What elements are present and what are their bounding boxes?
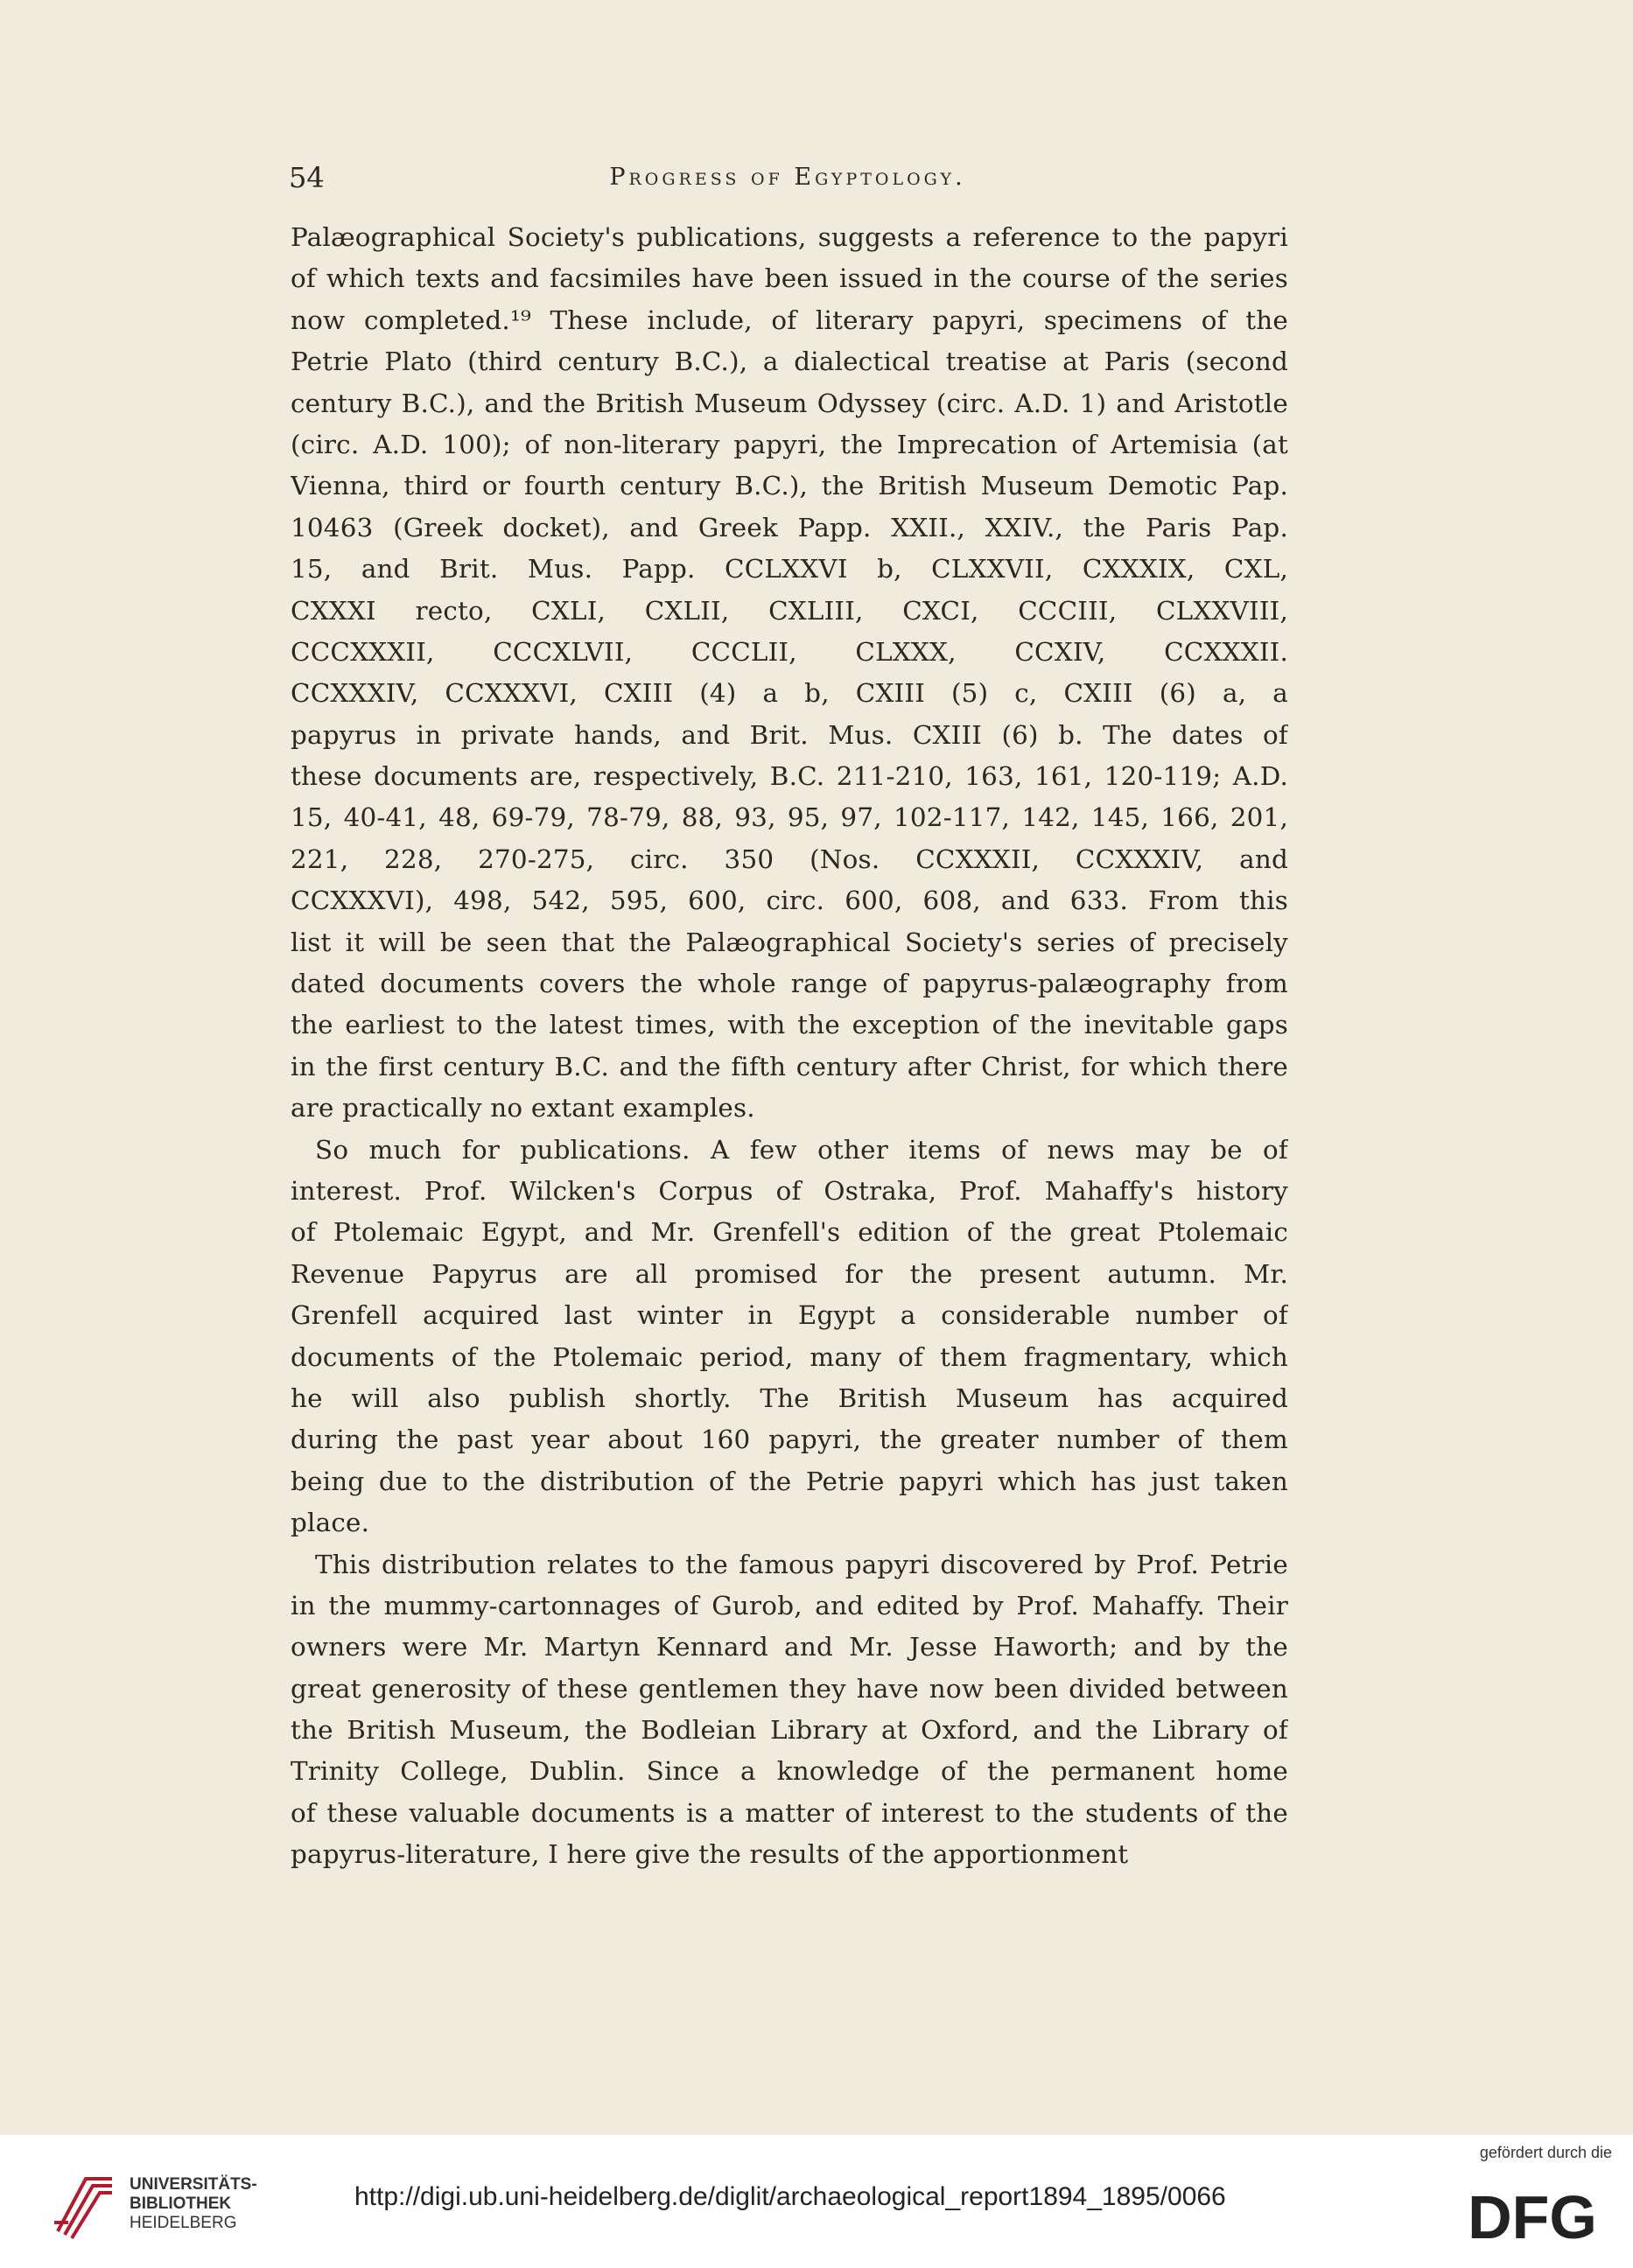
text-line: in the mummy-cartonnages of Gurob, and edited by Prof. Mahaffy. Their bbox=[291, 1590, 1288, 1620]
text-line: of these valuable documents is a matter of interest to the students of the bbox=[291, 1797, 1288, 1828]
library-name-line2: BIBLIOTHEK bbox=[130, 2194, 232, 2213]
text-line: 15, and Brit. Mus. Papp. CCLXXVI b, CLXXVII, CXXXIX, CXL, bbox=[291, 554, 1288, 584]
library-name bbox=[130, 2175, 257, 2233]
text-line: 221, 228, 270-275, circ. 350 (Nos. CCXXXII, CCXXXIV, and bbox=[291, 844, 1288, 874]
body-text bbox=[291, 217, 1288, 1876]
text-line: CXXXI recto, CXLI, CXLII, CXLIII, CXCI, CCCIII, CLXXVIII, bbox=[291, 595, 1288, 626]
funder-label: gefördert durch die bbox=[1479, 2144, 1612, 2161]
text-line: 10463 (Greek docket), and Greek Papp. XXII., XXIV., the Paris Pap. bbox=[291, 512, 1288, 542]
text-line: during the past year about 160 papyri, the greater number of them bbox=[291, 1424, 1288, 1455]
text-line: century B.C.), and the British Museum Odyssey (circ. A.D. 1) and Aristotle bbox=[291, 388, 1288, 418]
text-line: Palæographical Society's publications, suggests a reference to the papyri bbox=[291, 222, 1288, 252]
permalink-url[interactable]: http://digi.ub.uni-heidelberg.de/diglit/archaeological_report1894_1895/0066 bbox=[354, 2182, 1226, 2211]
text-line: CCXXXVI), 498, 542, 595, 600, circ. 600, 608, and 633. From this bbox=[291, 886, 1288, 916]
text-line: now completed.¹⁹ These include, of literary papyri, specimens of the bbox=[291, 304, 1288, 335]
text-line: he will also publish shortly. The British Museum has acquired bbox=[291, 1382, 1288, 1413]
text-line: great generosity of these gentlemen they have now been divided between bbox=[291, 1673, 1288, 1704]
text-line: the earliest to the latest times, with the exception of the inevitable gaps bbox=[291, 1010, 1288, 1040]
text-line: interest. Prof. Wilcken's Corpus of Ostraka, Prof. Mahaffy's history bbox=[291, 1175, 1288, 1206]
text-line: list it will be seen that the Palæographical Society's series of precisely bbox=[291, 927, 1288, 957]
text-line: Petrie Plato (third century B.C.), a dialectical treatise at Paris (second bbox=[291, 346, 1288, 377]
text-line: So much for publications. A few other items of news may be of bbox=[315, 1134, 1288, 1165]
text-line: CCXXXIV, CCXXXVI, CXIII (4) a b, CXIII (5) c, CXIII (6) a, a bbox=[291, 678, 1288, 709]
text-line: dated documents covers the whole range of papyrus-palæography from bbox=[291, 969, 1288, 999]
text-line: in the first century B.C. and the fifth century after Christ, for which there bbox=[291, 1051, 1288, 1082]
page-header bbox=[289, 156, 1286, 200]
running-head: Progress of Egyptology. bbox=[609, 164, 966, 191]
library-logo-icon bbox=[51, 2170, 117, 2240]
text-line: papyrus in private hands, and Brit. Mus. CXIII (6) b. The dates of bbox=[291, 719, 1288, 750]
text-line: CCCXXXII, CCCXLVII, CCCLII, CLXXX, CCXIV, CCXXXII. bbox=[291, 636, 1288, 667]
text-line: This distribution relates to the famous papyri discovered by Prof. Petrie bbox=[315, 1549, 1288, 1579]
text-line: papyrus-literature, I here give the results of the apportionment bbox=[291, 1839, 1129, 1870]
text-line: Vienna, third or fourth century B.C.), the British Museum Demotic Pap. bbox=[291, 471, 1288, 501]
text-line: Revenue Papyrus are all promised for the present autumn. Mr. bbox=[291, 1258, 1288, 1289]
text-line: (circ. A.D. 100); of non-literary papyri, the Imprecation of Artemisia (at bbox=[291, 429, 1288, 459]
text-line: are practically no extant examples. bbox=[291, 1093, 755, 1124]
page-number: 54 bbox=[289, 161, 325, 194]
text-line: of which texts and facsimiles have been issued in the course of the series bbox=[291, 263, 1288, 294]
text-line: Grenfell acquired last winter in Egypt a considerable number of bbox=[291, 1300, 1288, 1331]
text-line: 15, 40-41, 48, 69-79, 78-79, 88, 93, 95, 97, 102-117, 142, 145, 166, 201, bbox=[291, 802, 1288, 833]
text-line: the British Museum, the Bodleian Library at Oxford, and the Library of bbox=[291, 1715, 1288, 1746]
text-line: these documents are, respectively, B.C. 211-210, 163, 161, 120-119; A.D. bbox=[291, 761, 1288, 792]
library-name-line3: HEIDELBERG bbox=[130, 2214, 237, 2232]
footer-bar bbox=[0, 2135, 1633, 2268]
text-line: being due to the distribution of the Petrie papyri which has just taken bbox=[291, 1466, 1288, 1496]
text-line: owners were Mr. Martyn Kennard and Mr. Jesse Haworth; and by the bbox=[291, 1632, 1288, 1662]
text-line: of Ptolemaic Egypt, and Mr. Grenfell's edition of the great Ptolemaic bbox=[291, 1217, 1288, 1248]
text-line: documents of the Ptolemaic period, many of them fragmentary, which bbox=[291, 1341, 1288, 1372]
dfg-logo[interactable] bbox=[1458, 2184, 1607, 2247]
text-line: Trinity College, Dublin. Since a knowledge of the permanent home bbox=[291, 1756, 1288, 1787]
dfg-logo-text: DFG bbox=[1468, 2184, 1597, 2247]
text-line: place. bbox=[291, 1508, 370, 1538]
library-name-line1: UNIVERSITÄTS- bbox=[130, 2175, 257, 2194]
library-logo[interactable] bbox=[51, 2170, 278, 2240]
